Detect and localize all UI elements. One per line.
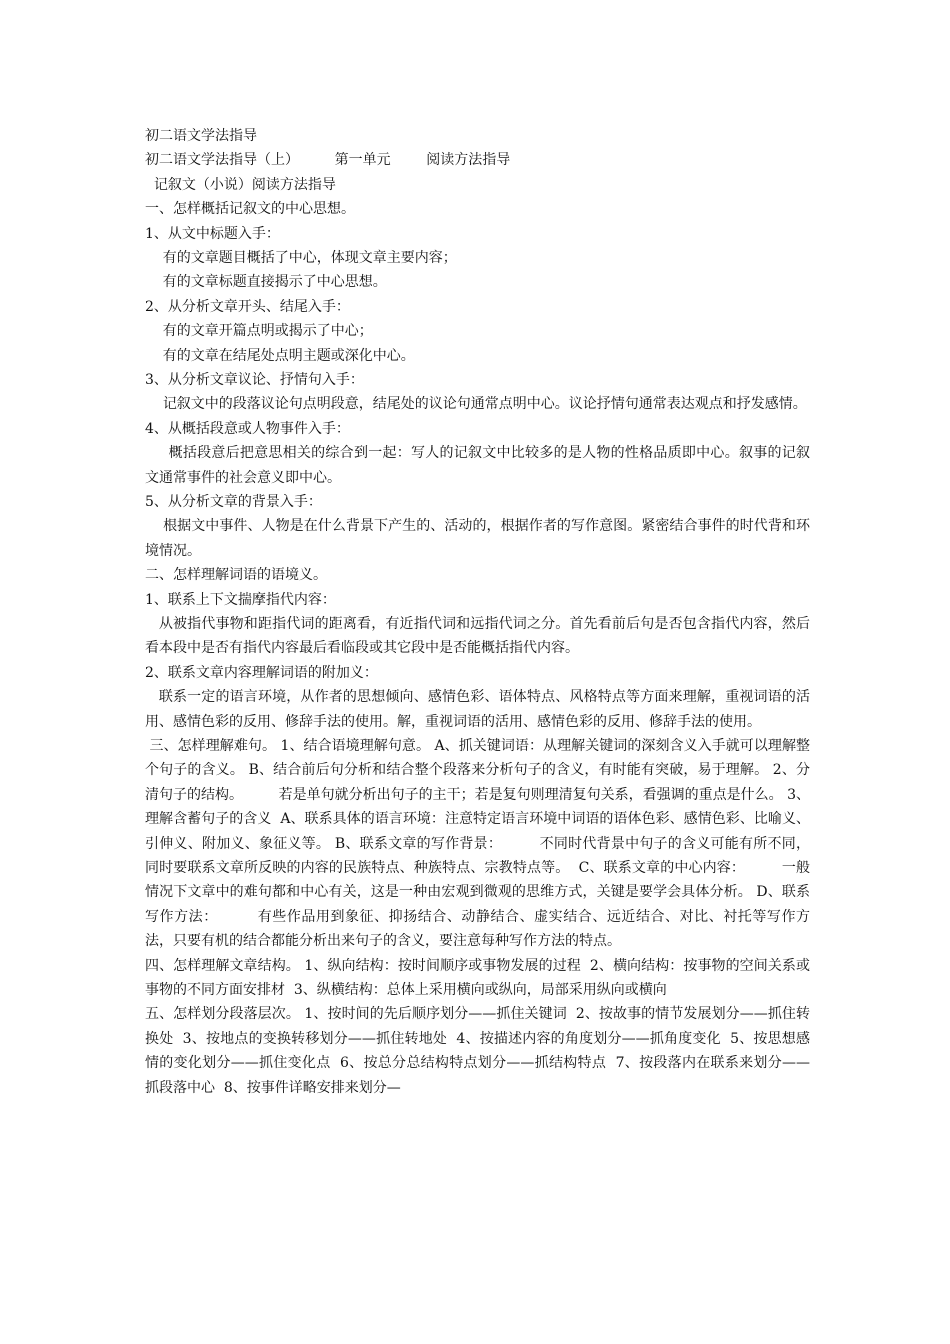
heading-4-body: 四、怎样理解文章结构。 1、纵向结构：按时间顺序或事物发展的过程 2、横向结构：按事物的空间关系或事物的不同方面安排材 3、纵横结构：总体上采用横向或纵向，局部采用纵向或横向 (145, 957, 810, 998)
word-1-body: 从被指代事物和距指代词的距离看，有近指代词和远指代词之分。首先看前后句是否包含指代内容，然后看本段中是否有指代内容最后看临段或其它段中是否能概括指代内容。 (145, 615, 810, 657)
point-4-heading: 4、从概括段意或人物事件入手： (145, 420, 350, 437)
point-1-line-b: 有的文章标题直接揭示了中心思想。 (145, 274, 387, 291)
word-2-body: 联系一定的语言环境，从作者的思想倾向、感情色彩、语体特点、风格特点等方面来理解，重视词语的活用、感情色彩的反用、修辞手法的使用。解，重视词语的活用、感情色彩的反用、修辞手法的使用。 (145, 689, 810, 730)
point-4-body: 概括段意后把意思相关的综合到一起：写人的记叙文中比较多的是人物的性格品质即中心。叙事的记叙文通常事件的社会意义即中心。 (145, 445, 810, 486)
document-subtitle: 初二语文学法指导（上） 第一单元 阅读方法指导 (145, 152, 511, 169)
point-5-heading: 5、从分析文章的背景入手： (145, 493, 322, 510)
point-2-heading: 2、从分析文章开头、结尾入手： (145, 298, 350, 315)
point-3-body: 记叙文中的段落议论句点明段意，结尾处的议论句通常点明中心。议论抒情句通常表达观点和抒发感情。 (145, 396, 807, 413)
point-2-line-b: 有的文章在结尾处点明主题或深化中心。 (145, 347, 415, 364)
heading-2: 二、怎样理解词语的语境义。 (145, 567, 327, 584)
section-title: 记叙文（小说）阅读方法指导 (145, 176, 336, 193)
point-5-body: 根据文中事件、人物是在什么背景下产生的、活动的，根据作者的写作意图。紧密结合事件的时代背和环境情况。 (145, 518, 810, 559)
document-title: 初二语文学法指导 (145, 128, 257, 144)
point-1-heading: 1、从文中标题入手： (145, 225, 280, 242)
document-page (145, 124, 810, 1100)
heading-5-body: 五、怎样划分段落层次。 1、按时间的先后顺序划分——抓住关键词 2、按故事的情节发展划分——抓住转换处 3、按地点的变换转移划分——抓住转地处 4、按描述内容的角度划分——抓角度变化 5、按思想感情的变化划分——抓住变化点 6、按总分总结构特点划分——抓结构特点 7、按段落内在联系来划分——抓段落中心 8、按事件详略安排来划分— (145, 1006, 810, 1096)
point-2-line-a: 有的文章开篇点明或揭示了中心； (145, 323, 373, 340)
point-3-heading: 3、从分析文章议论、抒情句入手： (145, 371, 364, 388)
heading-3-body: 三、怎样理解难句。 1、结合语境理解句意。 A、抓关键词语：从理解关键词的深刻含义入手就可以理解整个句子的含义。 B、结合前后句分析和结合整个段落来分析句子的含义，有时能有突破，易于理解。 2、分清句子的结构。 若是单句就分析出句子的主干；若是复句则理清复句关系，看强调的重点是什么。 3、理解含蓄句子的含义 A、联系具体的语言环境：注意特定语言环境中词语的语体色彩、感情色彩、比喻义、引伸义、附加义、象征义等。 B、联系文章的写作背景： 不同时代背景中句子的含义可能有所不同，同时要联系文章所反映的内容的民族特点、种族特点、宗教特点等。 C、联系文章的中心内容： 一般情况下文章中的难句都和中心有关，这是一种由宏观到微观的思维方式，关键是要学会具体分析。 D、联系写作方法： 有些作品用到象征、抑扬结合、动静结合、虚实结合、远近结合、对比、衬托等写作方法，只要有机的结合都能分析出来句子的含义，要注意每种写作方法的特点。 (145, 737, 811, 950)
word-1-heading: 1、联系上下文揣摩指代内容： (145, 591, 336, 608)
heading-1: 一、怎样概括记叙文的中心思想。 (145, 201, 355, 218)
word-2-heading: 2、联系文章内容理解词语的附加义： (145, 664, 378, 681)
point-1-line-a: 有的文章题目概括了中心，体现文章主要内容； (145, 249, 457, 266)
